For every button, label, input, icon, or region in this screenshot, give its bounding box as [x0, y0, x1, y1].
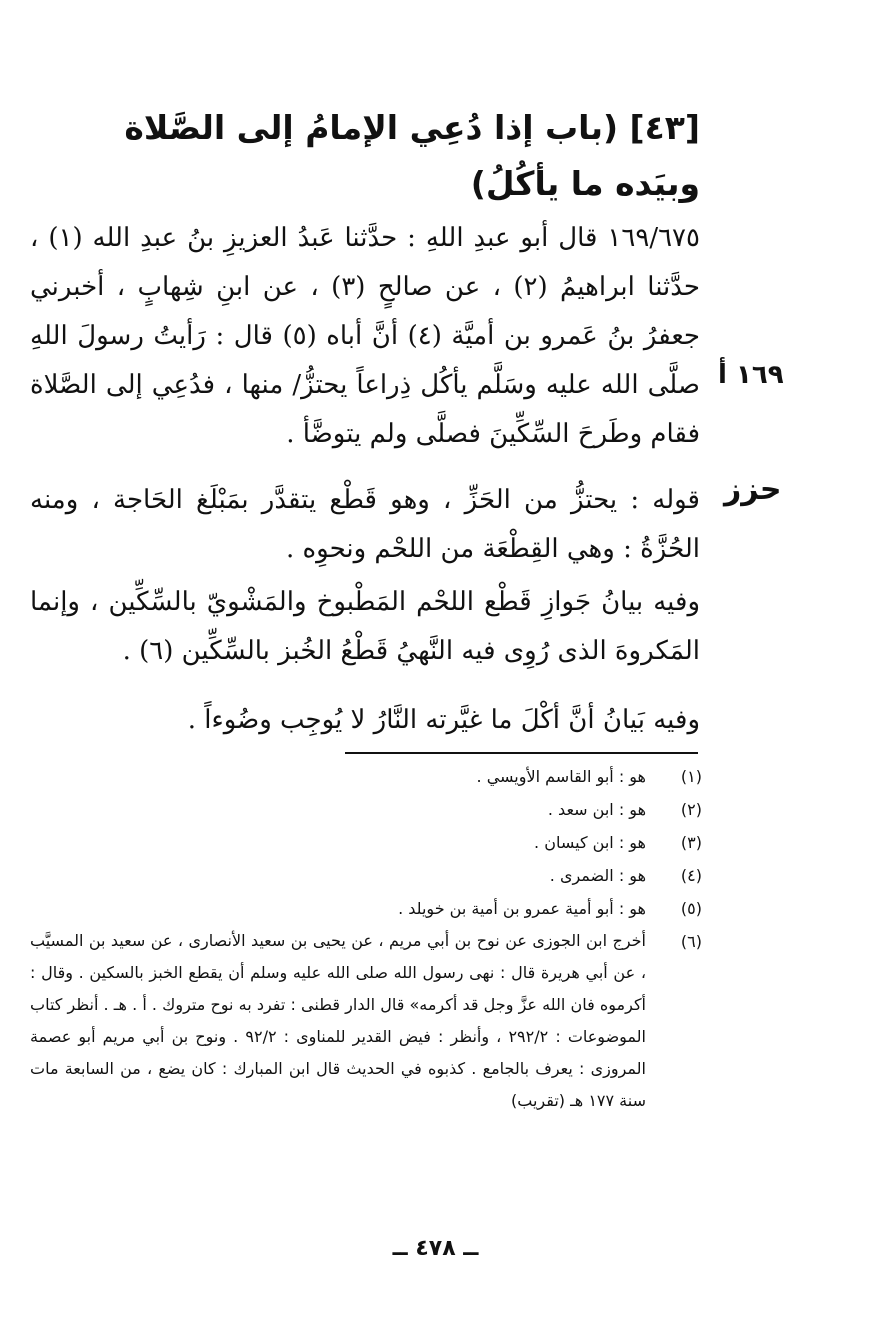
chapter-heading: [٤٣] (باب إذا دُعِي الإمامُ إلى الصَّلاة وبيَده ما يأكُلُ): [124, 108, 700, 203]
footnote-text: هو : ابن كيسان .: [534, 833, 646, 852]
footnote-number: (٥): [680, 899, 702, 918]
footnote: [30, 826, 702, 859]
commentary-paragraph: وفيه بيانُ جَوازِ قَطْع اللحْم المَطْبوخ والمَشْويّ بالسِّكِّين ، وإنما المَكروهَ الذى رُوِى فيه النَّهيُ قَطْعُ الخُبز بالسِّكِّين (٦) .: [30, 587, 700, 666]
footnote-number: (٤): [680, 866, 702, 885]
footnote-divider: [345, 752, 698, 754]
footnote-number: (٢): [680, 800, 702, 819]
hadith-text: ١٦٩/٦٧٥ قال أبو عبدِ اللهِ : حدَّثنا عَبدُ العزيزِ بنُ عبدِ الله (١) ، حدَّثنا ابراهيمُ (٢) ، عن صالحٍ (٣) ، عن ابنِ شِهابٍ ، أخبرني جعفرُ بنُ عَمرو بن أميَّة (٤) أنَّ أباه (٥) قال : رَأيتُ رسولَ اللهِ صلَّى الله عليه وسَلَّم يأكُل ذِراعاً يحتزُّ/ منها ، فدُعِي إلى الصَّلاة فقام وطَرحَ السِّكِّينَ فصلَّى ولم يتوضَّأ .: [30, 223, 700, 449]
footnote-text: هو : ابن سعد .: [547, 800, 646, 819]
footnote-number: (١): [680, 767, 702, 786]
footnote: [30, 859, 702, 892]
margin-reference: ١٦٩ أ: [718, 360, 784, 390]
footnote-text: أخرج ابن الجوزى عن نوح بن أبي مريم ، عن يحيى بن سعيد الأنصارى ، عن سعيد بن المسيَّب ، عن أبي هريرة قال : نهى رسول الله صلى الله عليه وسلم أن يقطع الخبز بالسكين . وقال : أكرموه فان الله عزَّ وجل قد أكرمه» قال الدار قطنى : تفرد به نوح متروك . أ . هـ . أنظر كتاب الموضوعات : ٢٩٢/٢ ، وأنظر : فيض القدير للمناوى : ٩٢/٢ . ونوح بن أبي مريم أبو عصمة المروزى : يعرف بالجامع . كذبوه في الحديث قال ابن المبارك : كان يضع ، من السابعة مات سنة ١٧٧ هـ (تقريب): [30, 931, 646, 1110]
footnote: [30, 793, 702, 826]
footnote: [30, 760, 702, 793]
footnote-text: هو : أبو القاسم الأويسي .: [476, 767, 646, 786]
footnote: [30, 892, 702, 925]
footnote-number: (٦): [680, 932, 702, 951]
footnote-number: (٣): [680, 833, 702, 852]
footnote-text: هو : أبو أمية عمرو بن أمية بن خويلد .: [398, 899, 646, 918]
commentary-paragraph: وفيه بَيانُ أنَّ أكْلَ ما غيَّرته النَّارُ لا يُوجِب وضُوءاً .: [187, 705, 700, 735]
footnote: [30, 925, 702, 1117]
footnotes: [30, 760, 702, 1117]
page-number: ــ ٤٧٨ ــ: [392, 1236, 479, 1261]
margin-keyword: حزز: [724, 472, 782, 507]
commentary-paragraph: قوله : يحتزُّ من الحَزِّ ، وهو قَطْع يتقدَّر بمَبْلَغ الحَاجة ، ومنه الحُزَّةُ : وهي القِطْعَة من اللحْم ونحوِه .: [30, 485, 700, 564]
footnote-text: هو : الضمرى .: [549, 866, 646, 885]
